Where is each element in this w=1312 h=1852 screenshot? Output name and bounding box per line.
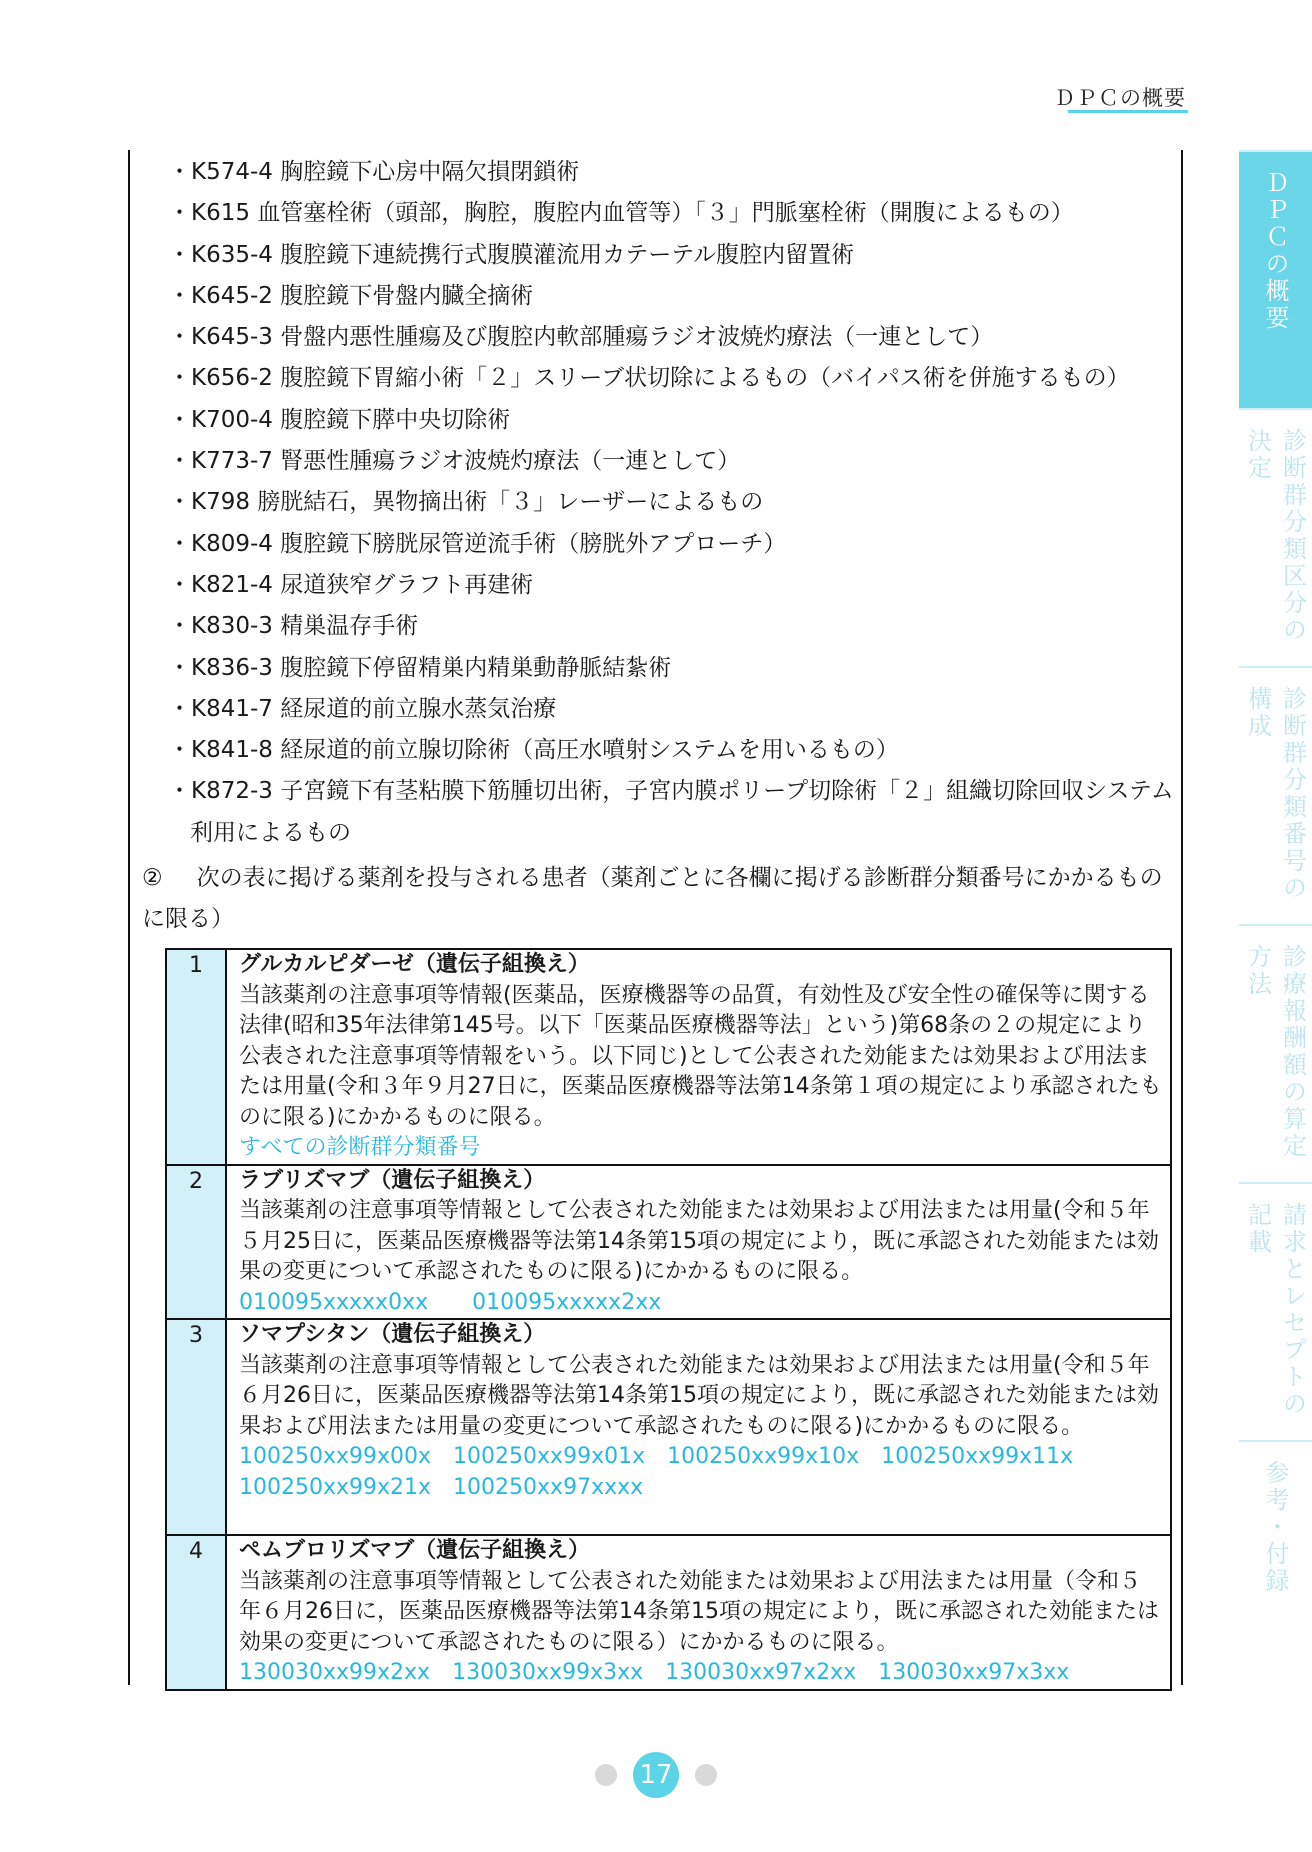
procedure-item: ・K872-3 子宮鏡下有茎粘膜下筋腫切出術，子宮内膜ポリープ切除術「２」組織切除回収システム利用によるもの	[168, 778, 1174, 846]
procedure-item: ・K809-4 腹腔鏡下膀胱尿管逆流手術（膀胱外アプローチ）	[168, 530, 787, 557]
header-underline	[1068, 110, 1188, 113]
drug-cell	[226, 1165, 1171, 1320]
drug-number: 2	[166, 1165, 226, 1320]
note-text: 次の表に掲げる薬剤を投与される患者（薬剤ごとに各欄に掲げる診断群分類番号にかかるものに限る）	[142, 865, 1163, 932]
drug-codes: 130030xx99x2xx 130030xx99x3xx 130030xx97x2xx 130030xx97x3xx	[239, 1660, 1070, 1685]
drug-number: 3	[166, 1319, 226, 1535]
tab-label: 請求とレセプトの記載	[1243, 1202, 1307, 1418]
tab-billing-receipt[interactable]	[1239, 1182, 1312, 1440]
procedure-item: ・K830-3 精巣温存手術	[168, 613, 419, 640]
drug-description: 当該薬剤の注意事項等情報として公表された効能または効果および用法または用量(令和５年６月26日に，医薬品医療機器等法第14条第15項の規定により，既に承認された効能または効果および用法または用量の変更について承認されたものに限る)にかかるものに限る。	[239, 1352, 1159, 1439]
procedure-item: ・K615 血管塞栓術（頭部，胸腔，腹腔内血管等）「３」門脈塞栓術（開腹によるもの）	[168, 200, 1074, 227]
drug-number: 1	[166, 949, 226, 1165]
table-row	[166, 1535, 1171, 1690]
drug-cell	[226, 1319, 1171, 1535]
tab-classification-number-structure[interactable]	[1239, 666, 1312, 924]
page-number-indicator	[595, 1752, 717, 1798]
tab-label: 診断群分類番号の構成	[1243, 686, 1307, 902]
procedure-item: ・K841-8 経尿道的前立腺切除術（高圧水噴射システムを用いるもの）	[168, 737, 899, 764]
tab-classification-decision[interactable]	[1239, 408, 1312, 666]
procedure-item: ・K635-4 腹腔鏡下連続携行式腹膜灌流用カテーテル腹腔内留置術	[168, 241, 855, 268]
drug-codes: 010095xxxxx0xx 010095xxxxx2xx	[239, 1289, 662, 1315]
page-header-title: ＤＰＣの概要	[1054, 86, 1186, 110]
content-frame-right-rule	[1181, 150, 1183, 1685]
drug-name: グルカルピダーゼ（遺伝子組換え）	[239, 952, 590, 977]
tab-label: ＤＰＣの概要	[1261, 170, 1289, 332]
procedure-item: ・K645-3 骨盤内悪性腫瘍及び腹腔内軟部腫瘍ラジオ波焼灼療法（一連として）	[168, 324, 994, 351]
drug-number: 4	[166, 1535, 226, 1690]
content-frame-left-rule	[128, 150, 130, 1685]
procedure-item: ・K645-2 腹腔鏡下骨盤内臓全摘術	[168, 282, 534, 309]
drug-name: ソマプシタン（遺伝子組換え）	[239, 1322, 546, 1347]
tab-label: 参考・付録	[1261, 1460, 1289, 1595]
drug-description: 当該薬剤の注意事項等情報として公表された効能または効果および用法または用量(令和５年５月25日に，医薬品医療機器等法第14条第15項の規定により，既に承認された効能または効果の変更について承認されたものに限る)にかかるものに限る。	[239, 1198, 1159, 1284]
drug-name: ペムブロリズマブ（遺伝子組換え）	[239, 1538, 591, 1563]
procedure-item: ・K574-4 胸腔鏡下心房中隔欠損閉鎖術	[168, 159, 580, 185]
table-row	[166, 1319, 1171, 1535]
chapter-index-tabs	[1239, 150, 1312, 1698]
drug-name: ラブリズマブ（遺伝子組換え）	[239, 1167, 546, 1193]
drug-cell	[226, 1535, 1171, 1690]
procedure-item: ・K773-7 腎悪性腫瘍ラジオ波焼灼療法（一連として）	[168, 448, 741, 475]
note-number: ②	[142, 865, 163, 891]
procedure-item: ・K700-4 腹腔鏡下膵中央切除術	[168, 406, 511, 433]
page-number: 17	[633, 1752, 679, 1798]
procedure-item: ・K656-2 腹腔鏡下胃縮小術「２」スリーブ状切除によるもの（バイパス術を併施するもの）	[168, 365, 1130, 392]
procedure-item: ・K836-3 腹腔鏡下停留精巣内精巣動静脈結紮術	[168, 654, 672, 681]
pager-dot-right	[695, 1764, 717, 1786]
table-row	[166, 1165, 1171, 1320]
procedure-item: ・K821-4 尿道狭窄グラフト再建術	[168, 571, 534, 598]
drug-cell	[226, 949, 1171, 1165]
tab-label: 診療報酬額の算定方法	[1243, 944, 1307, 1160]
tab-label: 診断群分類区分の決定	[1243, 428, 1307, 644]
drug-description: 当該薬剤の注意事項等情報(医薬品，医療機器等の品質，有効性及び安全性の確保等に関する法律(昭和35年法律第145号。以下「医薬品医療機器等法」という)第68条の２の規定により公表された注意事項等情報をいう。以下同じ)として公表された効能または効果および用法または用量(令和３年９月27日に，医薬品医療機器等法第14条第１項の規定により承認されたものに限る)にかかるものに限る。	[239, 982, 1162, 1130]
pager-dot-left	[595, 1764, 617, 1786]
drug-note	[142, 858, 1172, 940]
table-row	[166, 949, 1171, 1165]
tab-fee-calculation[interactable]	[1239, 924, 1312, 1182]
tab-dpc-overview[interactable]	[1239, 150, 1312, 408]
drug-codes: 100250xx99x00x 100250xx99x01x 100250xx99x10x 100250xx99x11x 100250xx99x21x 100250xx97xxxx	[239, 1444, 1074, 1500]
tab-reference-appendix[interactable]	[1239, 1440, 1312, 1698]
drug-table	[165, 948, 1172, 1691]
drug-codes: すべての診断群分類番号	[239, 1135, 481, 1160]
procedure-list	[168, 152, 1178, 854]
procedure-item: ・K798 膀胱結石，異物摘出術「３」レーザーによるもの	[168, 489, 764, 516]
drug-description: 当該薬剤の注意事項等情報として公表された効能または効果および用法または用量（令和５年６月26日に，医薬品医療機器等法第14条第15項の規定により，既に承認された効能または効果の変更について承認されたものに限る）にかかるものに限る。	[239, 1568, 1159, 1655]
procedure-item: ・K841-7 経尿道的前立腺水蒸気治療	[168, 695, 557, 722]
